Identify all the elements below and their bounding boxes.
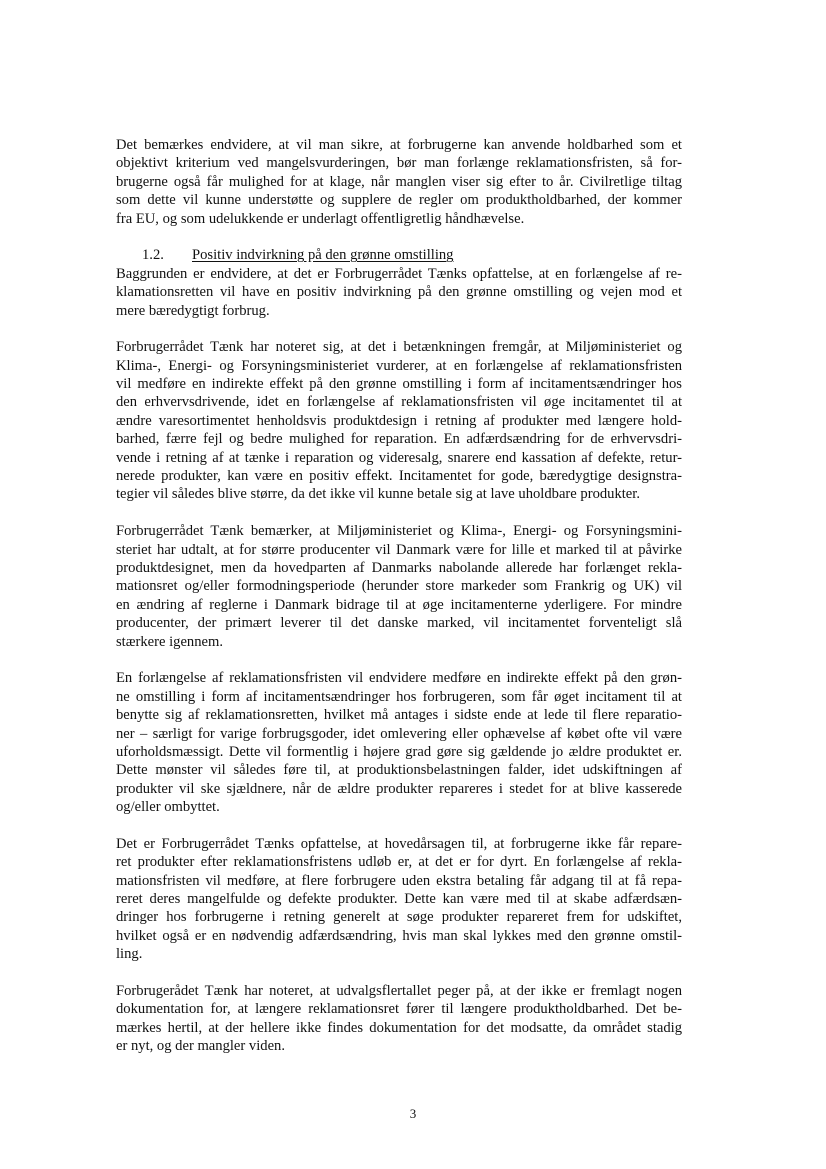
text-line: mere bæredygtigt forbrug. xyxy=(116,302,270,319)
text-line: mationsret og/eller formodningsperiode (herunder store markeder som Frankrig og UK) vil xyxy=(116,578,682,595)
text-line: uforholdsmæssigt. Dette vil formentlig i højere grad gøre sig gældende jo ældre produktet er. xyxy=(116,743,682,760)
text-line: benytte sig af reklamationsretten, hvilket må antages i sidste ende at lede til flere reparatio- xyxy=(116,707,682,724)
text-line: steriet har udtalt, at for større producenter vil Danmark være for lille et marked til at påvirke xyxy=(116,541,682,558)
text-line: ner – særligt for varige forbrugsgoder, idet omlevering eller ophævelse af købet ofte vil være xyxy=(116,725,682,742)
paragraph xyxy=(116,338,682,504)
text-line: produktdesignet, men da hovedparten af Danmarks nabolande allerede har forlænget rekla- xyxy=(116,559,682,576)
text-line: Det bemærkes endvidere, at vil man sikre, at forbrugerne kan anvende holdbarhed som et xyxy=(116,137,682,153)
paragraph xyxy=(116,982,682,1056)
text-line: Baggrunden er endvidere, at det er Forbrugerrådet Tænks opfattelse, at en forlængelse af re- xyxy=(116,265,682,282)
text-line: mationsfristen vil medføre, at flere forbrugere uden ekstra betaling får adgang til at få repa- xyxy=(116,872,682,889)
text-line: er nyt, og der mangler viden. xyxy=(116,1038,285,1055)
paragraph xyxy=(116,522,682,651)
text-line: stærkere igennem. xyxy=(116,633,223,650)
paragraph xyxy=(116,669,682,816)
paragraph xyxy=(116,136,682,228)
section-body xyxy=(116,265,682,1056)
text-line: Det er Forbrugerrådet Tænks opfattelse, at hovedårsagen til, at forbrugerne ikke får repare- xyxy=(116,835,682,852)
text-line: hvilket også er en nødvendig adfærdsændring, hvis man skal lykkes med den grønne omstil- xyxy=(116,927,682,944)
text-line: klamationsretten vil have en positiv indvirkning på den grønne omstilling og vejen mod et xyxy=(116,284,682,301)
page-body xyxy=(116,136,682,1074)
text-line: brugerne også får mulighed for at klage, når manglen viser sig efter to år. Civilretlige tiltag xyxy=(116,173,682,190)
text-line: tegier vil således blive større, da det ikke vil kunne betale sig at lave uholdbare produkter. xyxy=(116,486,640,503)
text-line: fra EU, og som udelukkende er underlagt offentligretlig håndhævelse. xyxy=(116,210,525,227)
text-line: nerede produkter, kan være en positiv effekt. Incitamentet for gode, bæredygtige designstra- xyxy=(116,468,682,485)
text-line: som dette vil kunne understøtte og supplere de regler om produktholdbarhed, der kommer xyxy=(116,192,682,209)
text-line: produkter vil ske sjældnere, når de ældre produkter repareres i stedet for at blive kasserede xyxy=(116,780,682,797)
section-heading xyxy=(116,246,682,264)
text-line: ret produkter efter reklamationsfristens udløb er, at det er for dyrt. En forlængelse af rekla- xyxy=(116,854,682,871)
text-line: Forbrugerrådet Tænk bemærker, at Miljøministeriet og Klima-, Energi- og Forsyningsmini- xyxy=(116,523,682,540)
text-line: Dette mønster vil således føre til, at produktionsbelastningen falder, idet udskiftningen af xyxy=(116,762,682,779)
text-line: Klima-, Energi- og Forsyningsministeriet vurderer, at en forlængelse af reklamationsfristen xyxy=(116,357,682,374)
text-line: Forbrugerådet Tænk har noteret, at udvalgsflertallet peger på, at der ikke er fremlagt nogen xyxy=(116,982,682,999)
paragraph xyxy=(116,265,682,320)
text-line: En forlængelse af reklamationsfristen vil endvidere medføre en indirekte effekt på den grøn- xyxy=(116,670,682,687)
text-line: en ændring af reglerne i Danmark bidrage til at øge incitamenterne yderligere. For mindre xyxy=(116,596,682,613)
section-title: Positiv indvirkning på den grønne omstilling xyxy=(192,247,454,264)
section-number: 1.2. xyxy=(142,247,164,264)
intro-section xyxy=(116,136,682,228)
text-line: ne omstilling i form af incitamentsændringer hos forbrugeren, som får øget incitament til at xyxy=(116,688,682,705)
text-line: dringer hos forbrugerne i retning generelt at søge produkter repareret frem for udskiftet, xyxy=(116,909,682,926)
text-line: barhed, færre fejl og bedre mulighed for reparation. En adfærdsændring for de erhvervsdri- xyxy=(116,431,682,448)
text-line: den erhvervsdrivende, idet en forlængelse af reklamationsfristen vil øge incitamentet til at xyxy=(116,394,682,411)
text-line: vende i retning af at tænke i reparation og videresalg, snarere end kassation af defekte, retur- xyxy=(116,449,682,466)
text-line: mærkes hertil, at der hellere ikke findes dokumentation for det modsatte, da området stadig xyxy=(116,1019,682,1036)
text-line: objektivt kriterium ved mangelsvurderingen, bør man forlænge reklamationsfristen, så for- xyxy=(116,155,682,172)
paragraph xyxy=(116,835,682,964)
text-line: reret deres mangelfulde og defekte produkter. Dette kan være med til at skabe adfærdsæn- xyxy=(116,891,682,908)
page-number: 3 xyxy=(409,1106,417,1121)
text-line: producenter, der primært leverer til det danske marked, vil incitamentet forventeligt slå xyxy=(116,615,682,632)
text-line: ling. xyxy=(116,946,143,963)
text-line: Forbrugerrådet Tænk har noteret sig, at det i betænkningen fremgår, at Miljøministeriet og xyxy=(116,339,682,356)
text-line: og/eller ombyttet. xyxy=(116,799,220,816)
text-line: ændre varesortimentet henholdsvis produktdesign i retning af produkter med længere hold- xyxy=(116,412,682,429)
text-line: dokumentation for, at længere reklamationsret fører til længere produktholdbarhed. Det be- xyxy=(116,1001,682,1018)
text-line: vil medføre en indirekte effekt på den grønne omstilling i form af incitamentsændringer hos xyxy=(116,376,682,393)
